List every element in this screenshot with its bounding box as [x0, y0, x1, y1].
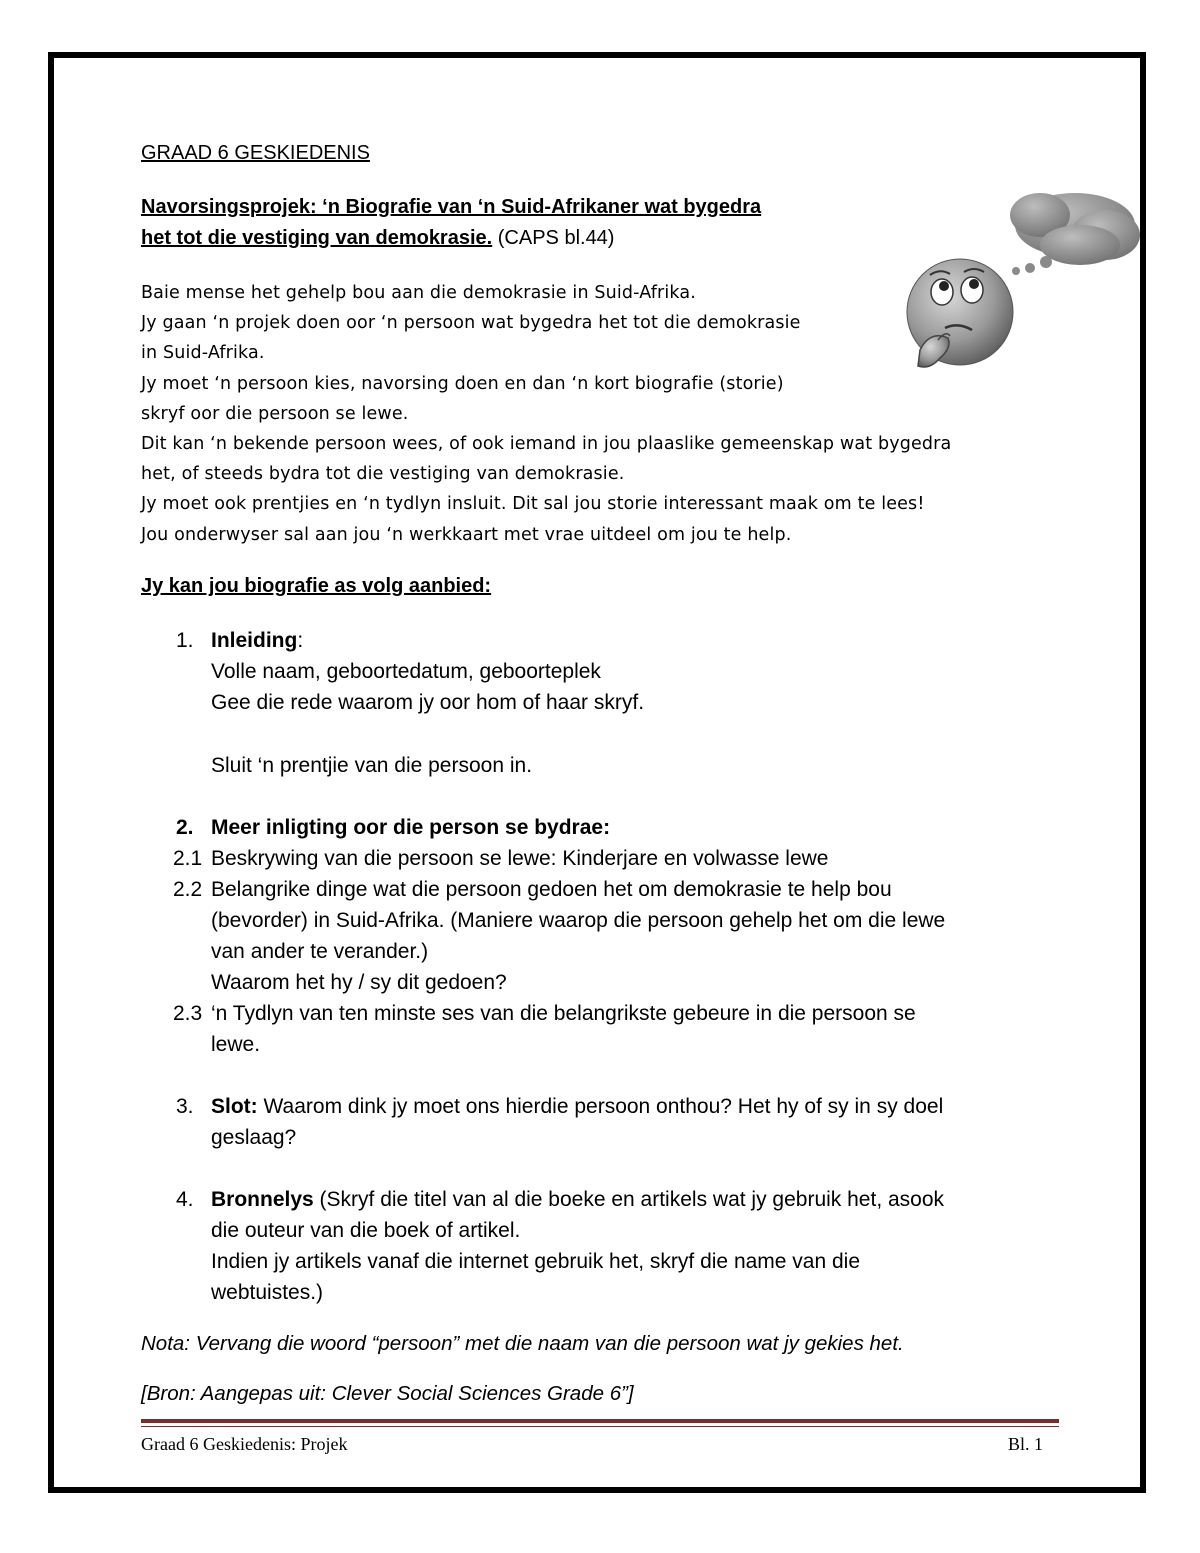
footer-divider — [141, 1419, 1059, 1423]
section3-number: 3. — [176, 1095, 194, 1118]
project-heading-line1: Navorsingsprojek: ‘n Biografie van ‘n Suid-Afrikaner wat bygedra — [141, 196, 762, 218]
item-2-3-line: lewe. — [211, 1033, 261, 1056]
section3-title: Slot: — [211, 1095, 258, 1118]
document-title: GRAAD 6 GESKIEDENIS — [141, 142, 370, 164]
section1-colon: : — [297, 629, 304, 652]
section4-line4: webtuistes.) — [211, 1281, 324, 1304]
item-number-2-2: 2.2 — [173, 878, 203, 901]
item-number-2-1: 2.1 — [173, 847, 203, 870]
intro-line: Jy moet ook prentjies en ‘n tydlyn insluit. Dit sal jou storie interessant maak om te lees! — [141, 494, 925, 515]
section1-line: Sluit ‘n prentjie van die persoon in. — [211, 754, 533, 777]
intro-line: Jy moet ‘n persoon kies, navorsing doen en dan ‘n kort biografie (storie) — [141, 373, 784, 394]
section3-text: Waarom dink jy moet ons hierdie persoon onthou? Het hy of sy in sy doel — [257, 1095, 944, 1118]
section1-line: Gee die rede waarom jy oor hom of haar skryf. — [211, 691, 645, 714]
section3-line2: geslaag? — [211, 1126, 297, 1149]
item-2-1-line: Beskrywing van die persoon se lewe: Kinderjare en volwasse lewe — [211, 847, 829, 870]
intro-line: Jy gaan ‘n projek doen oor ‘n persoon wat bygedra het tot die demokrasie — [141, 313, 801, 334]
item-2-3-line: ‘n Tydlyn van ten minste ses van die belangrikste gebeure in die persoon se — [211, 1002, 916, 1025]
intro-line: het, of steeds bydra tot die vestiging van demokrasie. — [141, 464, 625, 485]
section3-line — [211, 1091, 943, 1122]
section2-number: 2. — [176, 816, 194, 839]
intro-paragraph — [141, 278, 951, 550]
item-number-2-3: 2.3 — [173, 1002, 203, 1025]
note-text: Nota: Vervang die woord “persoon” met die naam van die persoon wat jy gekies het. — [141, 1332, 904, 1355]
section2-title: Meer inligting oor die person se bydrae: — [211, 816, 611, 839]
section4-line3: Indien jy artikels vanaf die internet gebruik het, skryf die name van die — [211, 1250, 861, 1273]
intro-line: skryf oor die persoon se lewe. — [141, 403, 409, 424]
item-2-2-line: Belangrike dinge wat die persoon gedoen het om demokrasie te help bou — [211, 878, 892, 901]
item-2-2-line: Waarom het hy / sy dit gedoen? — [211, 971, 507, 994]
footer-divider-thin — [141, 1426, 1059, 1427]
section4-text: (Skryf die titel van al die boeke en artikels wat jy gebruik het, asook — [313, 1188, 945, 1211]
project-heading — [141, 192, 761, 254]
item-2-2-line: van ander te verander.) — [211, 940, 429, 963]
presentation-subheading: Jy kan jou biografie as volg aanbied: — [141, 575, 492, 597]
section4-line2: die outeur van die boek of artikel. — [211, 1219, 521, 1242]
section1-title: Inleiding — [211, 629, 298, 652]
section4-number: 4. — [176, 1188, 194, 1211]
section4-line — [211, 1184, 944, 1215]
thought-cloud — [1010, 193, 1140, 265]
section1-number: 1. — [176, 629, 194, 652]
project-heading-line2: het tot die vestiging van demokrasie. — [141, 227, 493, 249]
intro-line: in Suid-Afrika. — [141, 343, 265, 364]
section1-line: Volle naam, geboortedatum, geboorteplek — [211, 660, 601, 683]
section1-heading — [211, 625, 303, 656]
item-2-2-line: (bevorder) in Suid-Afrika. (Maniere waarop die persoon gehelp het om die lewe — [211, 909, 946, 932]
footer-left: Graad 6 Geskiedenis: Projek — [141, 1434, 348, 1454]
source-text: [Bron: Aangepas uit: Clever Social Sciences Grade 6”] — [141, 1382, 634, 1405]
intro-line: Baie mense het gehelp bou aan die demokrasie in Suid-Afrika. — [141, 283, 696, 303]
section4-title: Bronnelys — [211, 1188, 314, 1211]
footer-page-number: Bl. 1 — [1007, 1434, 1043, 1454]
intro-line: Dit kan ‘n bekende persoon wees, of ook iemand in jou plaaslike gemeenskap wat bygedra — [141, 433, 952, 454]
intro-line: Jou onderwyser sal aan jou ‘n werkkaart met vrae uitdeel om jou te help. — [141, 524, 792, 545]
caps-reference: (CAPS bl.44) — [492, 227, 615, 249]
